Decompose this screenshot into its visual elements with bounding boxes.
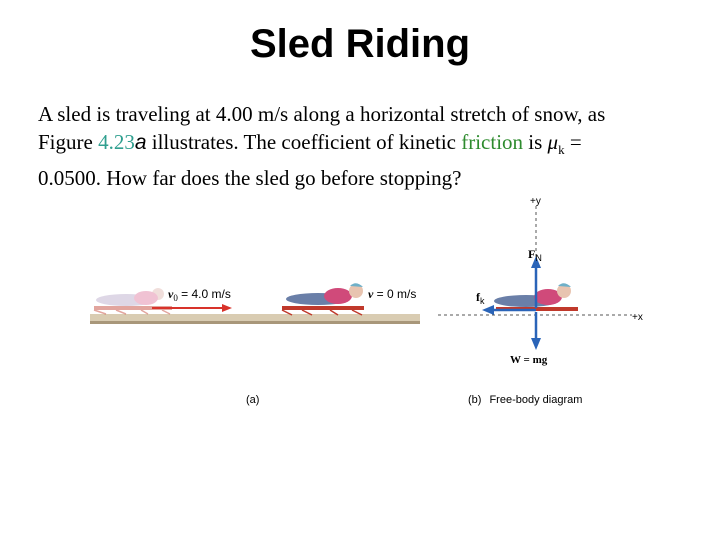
page-title: Sled Riding (250, 22, 470, 66)
sled-end-figure (282, 283, 364, 315)
v0-value: = 4.0 m/s (177, 287, 231, 301)
problem-text (38, 100, 638, 192)
svg-text:v0 = 4.0 m/s (168, 287, 231, 303)
fn-symbol: F (528, 247, 536, 261)
fk-symbol: f (476, 290, 480, 304)
mu-subscript: k (558, 142, 565, 158)
text-part-4: = 0.0500. How far does the sled go before stopping? (38, 130, 582, 191)
figure-ref-letter: a (134, 131, 147, 154)
snow-ground (90, 314, 420, 322)
svg-text:v = 0 m/s (368, 287, 416, 301)
sled-start-figure (94, 288, 172, 314)
v0-symbol: v (168, 287, 174, 301)
caption-b-letter: (b) (468, 394, 482, 406)
plus-y-label: +y (530, 196, 541, 207)
text-part-1: A sled is traveling at 4.00 m/s along a horizontal stretch of snow, as Figure (38, 102, 606, 154)
friction-word: friction (461, 130, 524, 154)
caption-b-text: Free-body diagram (489, 394, 583, 406)
plus-x-label: +x (632, 312, 643, 323)
v0-sub: 0 (173, 293, 178, 303)
text-part-3: is (523, 130, 548, 154)
mu-symbol: μ (547, 130, 559, 154)
svg-text:(b)Free-body diagram (468, 394, 582, 406)
text-part-2: illustrates. The coefficient of kinetic (146, 130, 462, 154)
fn-sub: N (535, 253, 542, 263)
svg-text:FN (528, 247, 542, 263)
v-value: = 0 m/s (373, 287, 417, 301)
v-symbol: v (368, 287, 374, 301)
weight-label: W = mg (510, 354, 548, 366)
fk-sub: k (480, 296, 485, 306)
svg-text:fk (476, 290, 485, 306)
figure-ref: 4.23 (98, 130, 135, 154)
sled-figure (86, 190, 666, 410)
caption-a: (a) (246, 394, 260, 406)
